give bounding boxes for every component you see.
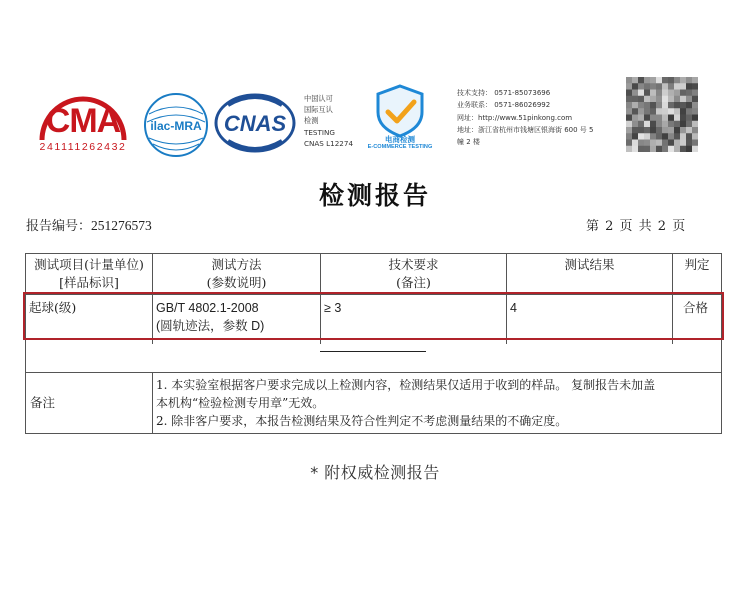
end-of-data-line — [320, 351, 426, 352]
cnas-recognition-text: 中国认可 国际互认 检测 TESTING CNAS L12274 — [304, 94, 354, 148]
row-item: 起球(级) — [29, 300, 77, 315]
header-verdict: 判定 — [684, 257, 710, 272]
website: 网址：http://www.51pinkong.com — [457, 113, 573, 122]
address-line-1: 地址：浙江省杭州市钱塘区银海街 600 号 5 — [457, 125, 594, 134]
header-test-item: 测试项目(计量单位) [样品标识] — [34, 257, 144, 290]
cma-number: 241111262432 — [39, 141, 127, 153]
row-method: GB/T 4802.1-2008 (圆轨迹法，参数 D) — [156, 301, 265, 333]
svg-text:CNAS: CNAS — [223, 111, 287, 136]
svg-text:CMA: CMA — [45, 102, 121, 140]
tech-support: 技术支持： 0571-85073696 — [457, 89, 551, 97]
footer-note: * 附权威检测报告 — [310, 463, 440, 482]
header-result: 测试结果 — [564, 257, 615, 272]
row-requirement: ≥ 3 — [324, 301, 342, 315]
report-title: 检测报告 — [318, 181, 431, 210]
remarks-text: 1. 本实验室根据客户要求完成以上检测内容，检测结果仅适用于收到的样品。 复制报告未加盖 本机构“检验检测专用章”无效。 2. 除非客户要求，本报告检测结果及符合性判定不考虑测量结果的不确定度。 — [156, 378, 656, 428]
row-verdict: 合格 — [683, 300, 709, 315]
address-line-2: 幢 2 楼 — [457, 138, 480, 147]
header-test-method: 测试方法 (参数说明) — [206, 257, 267, 290]
ecommerce-testing-label: 电商检测 — [385, 135, 415, 144]
report-header — [0, 0, 750, 170]
results-table — [25, 253, 722, 434]
business-contact: 业务联系： 0571-86026992 — [457, 101, 551, 110]
qr-code-icon — [626, 77, 698, 152]
svg-text:ilac-MRA: ilac-MRA — [150, 119, 202, 133]
report-number: 报告编号：251276573 — [26, 218, 152, 234]
header-requirement: 技术要求 (备注) — [388, 257, 439, 290]
remarks-label: 备注 — [30, 395, 56, 410]
page-indicator: 第 2 页 共 2 页 — [586, 219, 686, 234]
highlighted-result-row — [23, 292, 724, 340]
ilac-mra-logo — [143, 92, 209, 158]
ecommerce-testing-subtitle: E-COMMERCE TESTING — [367, 144, 433, 150]
row-result: 4 — [510, 301, 517, 315]
contact-info — [457, 87, 617, 148]
cnas-logo — [214, 93, 296, 153]
